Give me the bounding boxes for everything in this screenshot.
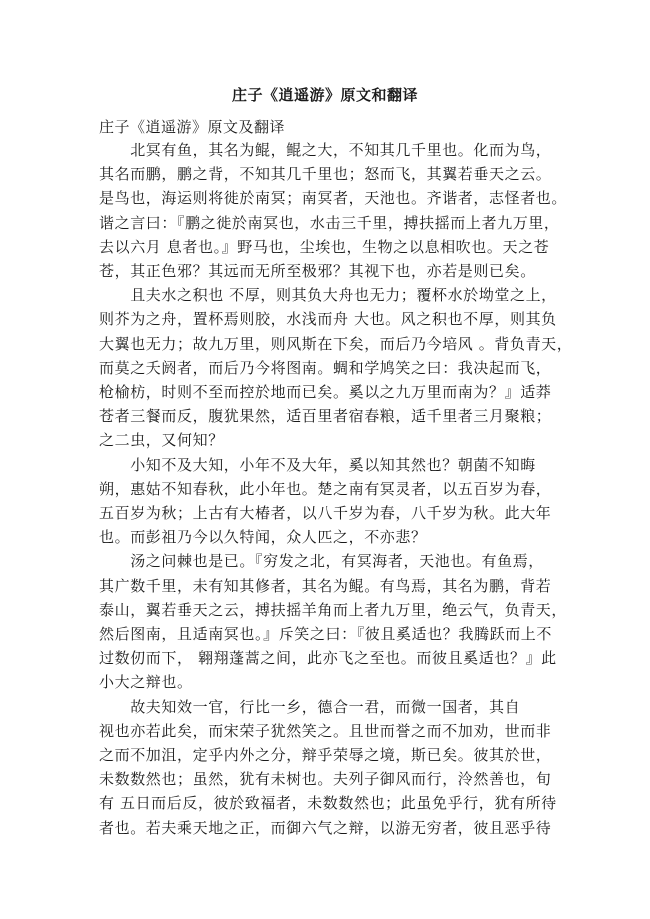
text-line: 泰山，翼若垂天之云，搏扶摇羊角而上者九万里，绝云气，负青天， bbox=[99, 600, 568, 619]
text-line: 朔，惠姑不知春秋，此小年也。楚之南有冥灵者，以五百岁为春， bbox=[99, 479, 552, 498]
text-line: 也。而彭祖乃今以久特闻，众人匹之，不亦悲？ bbox=[99, 528, 427, 547]
text-line: 小知不及大知，小年不及大年，奚以知其然也？朝菌不知晦 bbox=[99, 455, 536, 474]
text-line: 过数仞而下， 翱翔蓬蒿之间，此亦飞之至也。而彼且奚适也？』此 bbox=[99, 649, 557, 668]
text-line: 苍者三餐而反，腹犹果然，适百里者宿春粮，适千里者三月聚粮； bbox=[99, 407, 552, 426]
text-line: 汤之问棘也是已。『穷发之北，有冥海者，天池也。有鱼焉， bbox=[99, 552, 544, 571]
text-line: 且夫水之积也 不厚，则其负大舟也无力；覆杯水於坳堂之上， bbox=[99, 286, 557, 305]
text-line: 谐之言曰：『鹏之徙於南冥也，水击三千里，搏扶摇而上者九万里， bbox=[99, 213, 560, 232]
text-line: 然后图南，且适南冥也。』斥笑之曰：『彼且奚适也？我腾跃而上不 bbox=[99, 625, 553, 643]
text-line: 故夫知效一官，行比一乡，德合一君，而微一国者，其自 bbox=[99, 697, 521, 716]
text-line: 者也。若夫乘天地之正，而御六气之辩，以游无穷者，彼且恶乎待 bbox=[99, 818, 552, 837]
text-line: 苍，其正色邪？其远而无所至极邪？其视下也，亦若是则已矣。 bbox=[99, 262, 536, 280]
document-title: 庄子《逍遥游》原文和翻译 bbox=[231, 86, 418, 104]
text-line: 视也亦若此矣，而宋荣子犹然笑之。且世而誉之而不加劝，世而非 bbox=[99, 721, 552, 740]
text-line: 其广数千里，未有知其修者，其名为鲲。有鸟焉，其名为鹏，背若 bbox=[99, 576, 552, 595]
text-line: 其名而鹏，鹏之背，不知其几千里也；怒而飞，其翼若垂天之云。 bbox=[99, 165, 552, 184]
text-line: 去以六月 息者也。』野马也，尘埃也，生物之以息相吹也。天之苍 bbox=[99, 237, 550, 256]
text-line: 之而不加沮，定乎内外之分，辩乎荣辱之境，斯已矣。彼其於世， bbox=[99, 746, 552, 764]
text-line: 大翼也无力；故九万里，则风斯在下矣，而后乃今培风 。背负青天， bbox=[99, 334, 573, 353]
text-line: 枪榆枋，时则不至而控於地而已矣。奚以之九万里而南为？』适莽 bbox=[99, 383, 552, 401]
text-line: 而莫之夭阏者，而后乃今将图南。蜩和学鸠笑之曰：我决起而飞， bbox=[99, 358, 552, 377]
text-line: 则芥为之舟，置杯焉则胶，水浅而舟 大也。风之积也不厚，则其负 bbox=[99, 310, 557, 329]
text-line: 之二虫，又何知？ bbox=[99, 431, 224, 450]
document-subtitle: 庄子《逍遥游》原文及翻译 bbox=[99, 118, 286, 136]
text-line: 是鸟也，海运则将徙於南冥；南冥者，天池也。齐谐者，志怪者也。 bbox=[99, 189, 568, 208]
text-line: 有 五日而后反，彼於致福者，未数数然也；此虽免乎行，犹有所待 bbox=[99, 794, 557, 813]
text-line: 五百岁为秋；上古有大椿者，以八千岁为春，八千岁为秋。此大年 bbox=[99, 504, 552, 522]
text-line: 未数数然也；虽然，犹有未树也。夫列子御风而行，泠然善也，旬 bbox=[99, 770, 552, 789]
text-line: 小大之辩也。 bbox=[99, 673, 193, 692]
text-line: 北冥有鱼，其名为鲲，鲲之大，不知其几千里也。化而为鸟， bbox=[99, 141, 552, 159]
